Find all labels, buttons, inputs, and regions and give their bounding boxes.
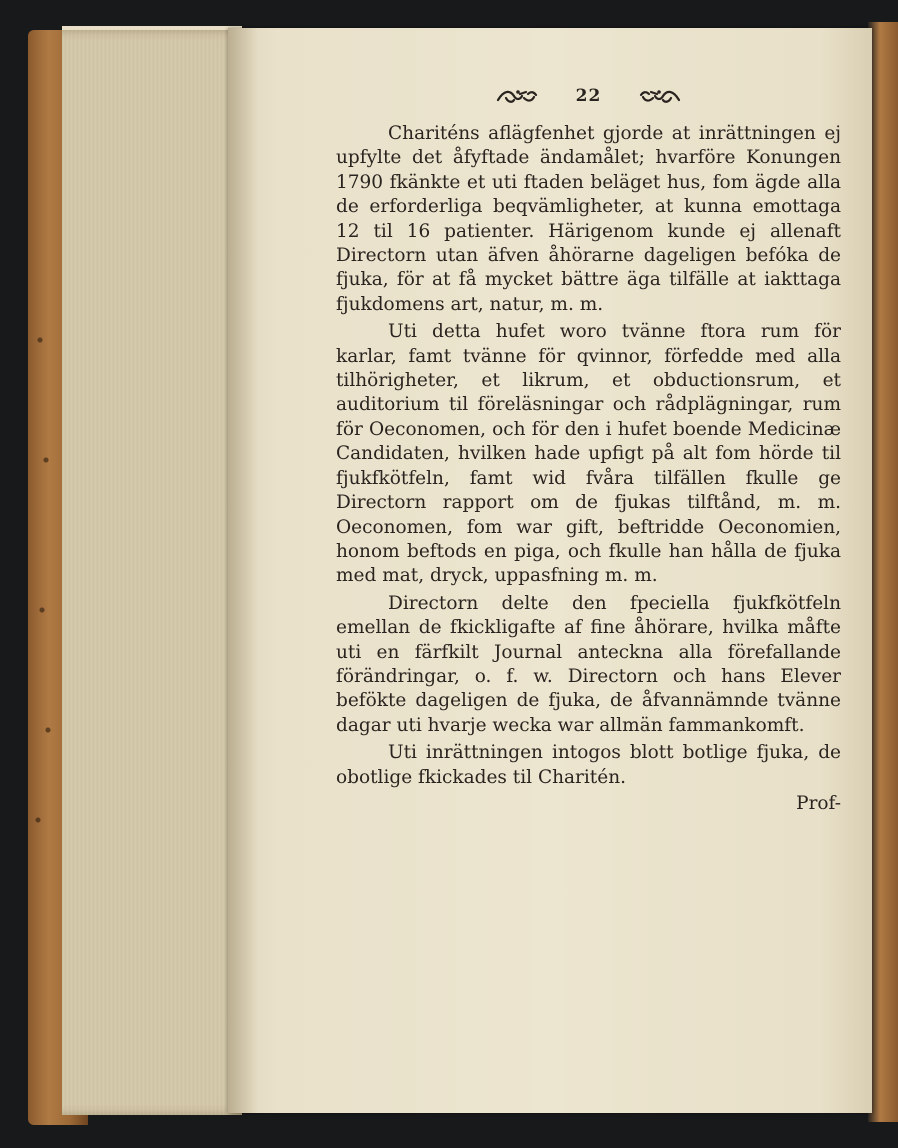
floral-ornament-left-icon [496,86,538,106]
paragraph-1-text: Chariténs aflägfenhet gjorde at inrättningen ej upfylte det åfyftade ändamålet; hvarföre Konungen 1790 fkänkte et uti ftaden beläget hus, fom ägde alla de erforderliga beqvämligheter, at kunna emottaga 12 til 16 patienter. Härigenom kunde ej allenaft Directorn utan äfven åhörarne dageligen befóka de fjuka, för at få mycket bättre äga tilfälle at iakttaga fjukdomens art, natur, m. m. [336,123,841,315]
leather-cover-right [868,22,898,1122]
paragraph-2 [336,320,841,588]
running-head [336,78,841,114]
paragraph-3 [336,592,841,738]
catchword: Prof- [796,792,841,814]
paragraph-1 [336,122,841,317]
paragraph-2-text: Uti detta hufet woro tvänne ftora rum för karlar, famt tvänne för qvinnor, förfedde med alla tilhörigheter, et likrum, et obductionsrum, et auditorium til föreläsningar och rådplägningar, rum för Oeconomen, och för den i hufet boende Medicinæ Candidaten, hvilken hade upfigt på alt fom hörde til fjukfkötfeln, famt wid fvåra tilfällen fkulle ge Directorn rapport om de fjukas tilftånd, m. m. Oeconomen, fom war gift, beftridde Oeconomien, honom beftods en piga, och fkulle han hålla de fjuka med mat, dryck, uppasfning m. m. [336,321,841,587]
page-number: 22 [575,86,602,106]
cover-wear-spots [34,280,54,880]
floral-ornament-right-icon [639,86,681,106]
page-stack-edges [62,30,242,1115]
paragraph-4 [336,741,841,790]
page-content [336,78,841,816]
paragraph-3-text: Directorn delte den fpeciella fjukfkötfeln emellan de fkickligafte af fine åhörare, hvilka måfte uti en färfkilt Journal anteckna alla förefallande förändringar, o. f. w. Directorn och hans Elever befökte dageligen de fjuka, de åfvannämnde tvänne dagar uti hvarje wecka war allmän fammankomft. [336,592,841,736]
page-gutter-shadow [228,28,258,1113]
paragraph-4-text: Uti inrättningen intogos blott botlige fjuka, de obotlige fkickades til Charitén. [336,742,841,788]
